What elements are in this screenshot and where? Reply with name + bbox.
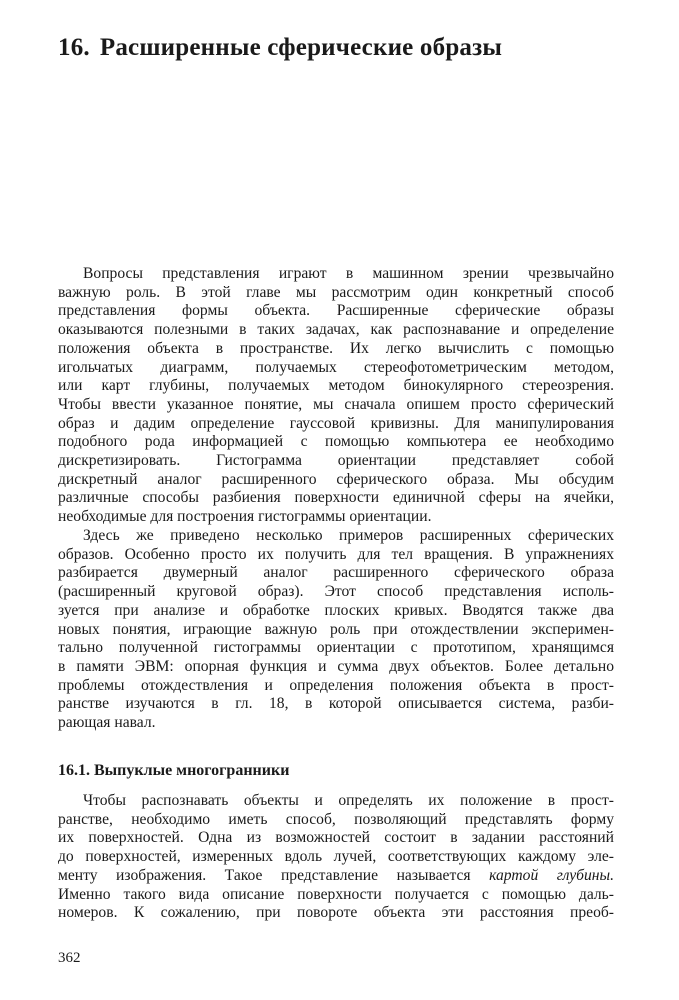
- section-title: Выпуклые многогранники: [94, 762, 290, 779]
- text-line: тально полученной гистограммы ориентации с прототипом, хранящимся: [58, 639, 614, 657]
- text-line: образ и дадим определение гауссовой кривизны. Для манипулирования: [58, 414, 614, 432]
- text-line: до поверхностей, измеренных вдоль лучей, соответствующих каждому эле-: [58, 848, 614, 866]
- term-depth-map: картой глубины.: [489, 866, 614, 884]
- text-line: новых понятия, играющие важную роль при отождествлении эксперимен-: [58, 620, 614, 638]
- text-line: разбирается двумерный аналог расширенного сферического образа: [58, 564, 614, 582]
- text-line: оказываются полезными в таких задачах, как распознавание и определение: [58, 321, 614, 339]
- text-line: ранстве, необходимо иметь способ, позволяющий представлять форму: [58, 810, 614, 828]
- text-line: представления формы объекта. Расширенные сферические образы: [58, 302, 614, 320]
- text-line: их поверхностей. Одна из возможностей состоит в задании расстояний: [58, 829, 614, 847]
- text-line: дискретизировать. Гистограмма ориентации представляет собой: [58, 452, 614, 470]
- text-line: [58, 867, 614, 886]
- page-number: 362: [58, 950, 81, 966]
- text-line: подобного рода информацией с помощью компьютера ее необходимо: [58, 433, 614, 451]
- section-paragraph-1: [58, 792, 614, 923]
- text-line: (расширенный круговой образ). Этот способ представления исполь-: [58, 583, 614, 601]
- text-line: в памяти ЭВМ: опорная функция и сумма двух объектов. Более детально: [58, 657, 614, 675]
- chapter-title-text: Расширенные сферические образы: [99, 34, 503, 61]
- text-line: положения объекта в пространстве. Их легко вычислить с помощью: [58, 339, 614, 357]
- section-heading: [58, 762, 289, 780]
- text-line: дискретный аналог расширенного сферического образа. Мы обсудим: [58, 470, 614, 488]
- text-line: игольчатых диаграмм, получаемых стереофотометрическим методом,: [58, 358, 614, 376]
- text-line-start: менту изображения. Такое представление называется: [58, 866, 471, 884]
- text-line: необходимые для построения гистограммы ориентации.: [58, 508, 432, 526]
- chapter-title: [58, 34, 502, 62]
- intro-paragraph-1: [58, 265, 614, 527]
- text-line: Вопросы представления играют в машинном зрении чрезвычайно: [83, 265, 614, 282]
- intro-paragraph-2: [58, 527, 614, 733]
- text-line: важную роль. В этой главе мы рассмотрим один конкретный способ: [58, 283, 614, 301]
- section-number: 16.1.: [58, 762, 90, 779]
- text-line: образов. Особенно просто их получить для тел вращения. В упражнениях: [58, 545, 614, 563]
- text-line: Чтобы ввести указанное понятие, мы сначала опишем просто сферический: [58, 395, 614, 413]
- text-line: Здесь же приведено несколько примеров расширенных сферических: [83, 527, 614, 544]
- text-line: различные способы разбиения поверхности единичной сферы на ячейки,: [58, 489, 614, 507]
- text-line: или карт глубины, получаемых методом бинокулярного стереозрения.: [58, 377, 614, 395]
- text-line: ранстве изучаются в гл. 18, в которой описывается система, разби-: [58, 695, 614, 713]
- text-line: рающая навал.: [58, 714, 156, 732]
- chapter-number: 16.: [58, 34, 90, 61]
- text-line: Именно такого вида описание поверхности получается с помощью даль-: [58, 885, 614, 903]
- text-line: зуется при анализе и обработке плоских кривых. Вводятся также два: [58, 601, 614, 619]
- text-line: Чтобы распознавать объекты и определять их положение в прост-: [83, 792, 614, 809]
- text-line: номеров. К сожалению, при повороте объекта эти расстояния преоб-: [58, 904, 614, 922]
- text-line: проблемы отождествления и определения положения объекта в прост-: [58, 676, 614, 694]
